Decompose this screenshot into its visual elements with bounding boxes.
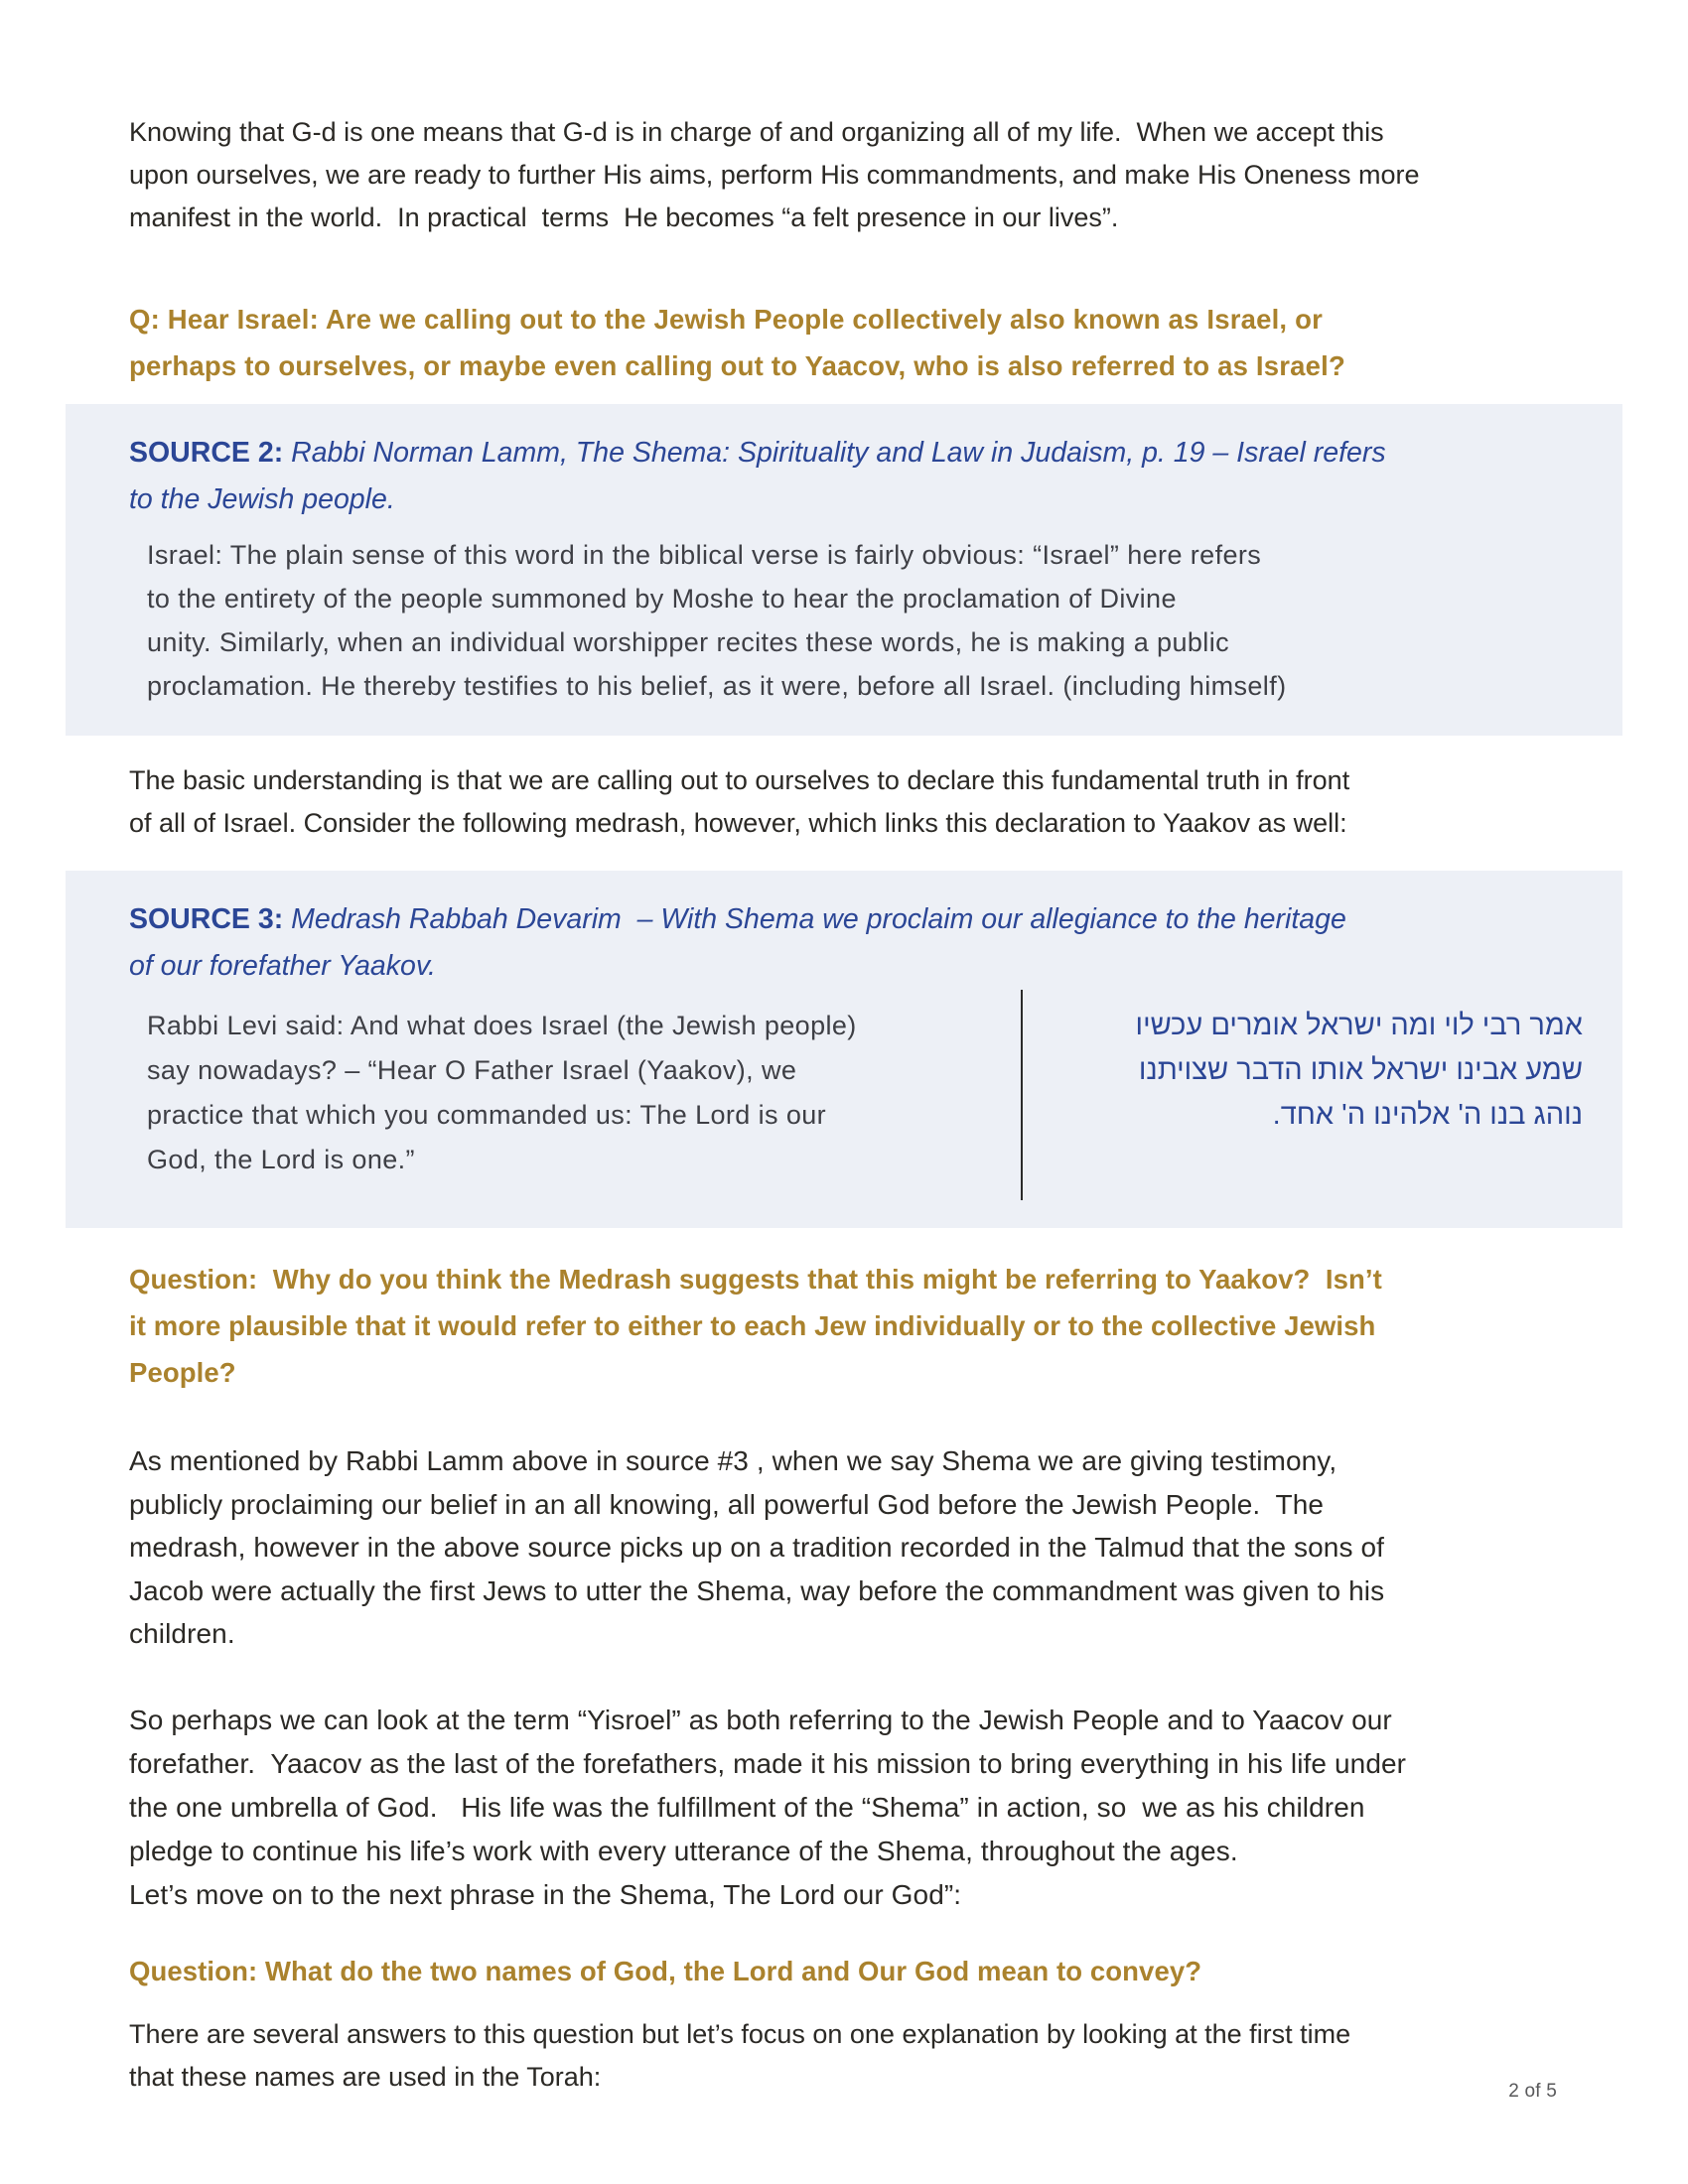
text-line: So perhaps we can look at the term “Yisroel” as both referring to the Jewish People and to Yaacov our [129, 1704, 1392, 1735]
source-2-box [66, 404, 1622, 736]
text-line: Israel: The plain sense of this word in the biblical verse is fairly obvious: “Israel” here refers [147, 540, 1262, 570]
text-line: upon ourselves, we are ready to further His aims, perform His commandments, and make His Oneness more [129, 160, 1420, 190]
text-line: manifest in the world. In practical terms He becomes “a felt presence in our lives”. [129, 203, 1119, 232]
text-line: unity. Similarly, when an individual worshipper recites these words, he is making a public [147, 627, 1229, 657]
text-line: Rabbi Levi said: And what does Israel (the Jewish people) [147, 1011, 857, 1040]
text-line: that these names are used in the Torah: [129, 2061, 602, 2092]
source-2-title-line-1: Rabbi Norman Lamm, The Shema: Spirituality and Law in Judaism, p. 19 – Israel refers [283, 437, 1386, 469]
source-3-heading [129, 896, 1583, 990]
page-number: 2 of 5 [1508, 2081, 1557, 2102]
closing-paragraph [129, 2013, 1554, 2099]
text-line: pledge to continue his life’s work with every utterance of the Shema, throughout the ages. [129, 1835, 1238, 1866]
text-line: medrash, however in the above source picks up on a tradition recorded in the Talmud that the sons of [129, 1532, 1384, 1563]
text-line: it more plausible that it would refer to either to each Jew individually or to the collective Jewish [129, 1310, 1376, 1341]
text-line: say nowadays? – “Hear O Father Israel (Yaakov), we [147, 1055, 797, 1085]
source-2-label: SOURCE 2: [129, 437, 284, 469]
text-line: Q: Hear Israel: Are we calling out to the Jewish People collectively also known as Israel, or [129, 304, 1324, 335]
text-line: People? [129, 1357, 236, 1388]
text-line: אמר רבי לוי ומה ישראל אומרים עכשיו [1135, 1010, 1583, 1041]
bridge-paragraph [129, 759, 1554, 845]
text-line: forefather. Yaacov as the last of the forefathers, made it his mission to bring everything in his life under [129, 1747, 1407, 1779]
source-3-title-line-2: of our forefather Yaakov. [129, 950, 436, 982]
text-line: perhaps to ourselves, or maybe even calling out to Yaacov, who is also referred to as Israel? [129, 350, 1345, 381]
yisroel-paragraph [129, 1699, 1554, 1917]
text-line: There are several answers to this question but let’s focus on one explanation by looking at the first time [129, 2018, 1351, 2049]
question-hear-israel [129, 296, 1554, 389]
source-2-title-line-2: to the Jewish people. [129, 483, 395, 515]
text-line: publicly proclaiming our belief in an all knowing, all powerful God before the Jewish People. The [129, 1488, 1325, 1520]
source-3-quote-row [129, 1004, 1583, 1200]
text-line: The basic understanding is that we are calling out to ourselves to declare this fundamental truth in front [129, 765, 1350, 795]
text-line: practice that which you commanded us: The Lord is our [147, 1100, 827, 1130]
text-line: Let’s move on to the next phrase in the Shema, The Lord our God”: [129, 1878, 962, 1910]
text-line: Question: Why do you think the Medrash suggests that this might be referring to Yaakov? Isn’t [129, 1264, 1382, 1295]
text-line: Knowing that G-d is one means that G-d is in charge of and organizing all of my life. When we accept this [129, 117, 1384, 147]
testimony-paragraph [129, 1439, 1554, 1656]
intro-paragraph [129, 111, 1554, 239]
text-line: of all of Israel. Consider the following medrash, however, which links this declaration to Yaakov as well: [129, 808, 1347, 838]
source-3-title-line-1: Medrash Rabbah Devarim – With Shema we proclaim our allegiance to the heritage [283, 903, 1346, 935]
text-line: God, the Lord is one.” [147, 1145, 415, 1174]
text-line: children. [129, 1618, 235, 1649]
text-line: שמע אבינו ישראל אותו הדבר שצויתנו [1138, 1054, 1583, 1086]
text-line: proclamation. He thereby testifies to his belief, as it were, before all Israel. (including himself) [147, 671, 1287, 701]
text-line: the one umbrella of God. His life was the fulfillment of the “Shema” in action, so we as his children [129, 1791, 1365, 1823]
source-3-box [66, 871, 1622, 1228]
text-line: to the entirety of the people summoned by Moshe to hear the proclamation of Divine [147, 584, 1177, 614]
source-2-heading [129, 430, 1583, 523]
text-line: As mentioned by Rabbi Lamm above in source #3 , when we say Shema we are giving testimony, [129, 1445, 1337, 1476]
question-two-names: Question: What do the two names of God, the Lord and Our God mean to convey? [129, 1955, 1202, 1986]
source-2-body [129, 533, 1583, 708]
source-3-label: SOURCE 3: [129, 903, 284, 935]
question-medrash-yaakov [129, 1256, 1554, 1396]
source-3-hebrew-quote [1023, 1004, 1583, 1138]
source-3-english-quote [129, 1004, 1021, 1182]
text-line: Jacob were actually the first Jews to utter the Shema, way before the commandment was given to his [129, 1574, 1385, 1606]
text-line: נוהג בנו ה' אלהינו ה' אחד. [1272, 1099, 1583, 1131]
